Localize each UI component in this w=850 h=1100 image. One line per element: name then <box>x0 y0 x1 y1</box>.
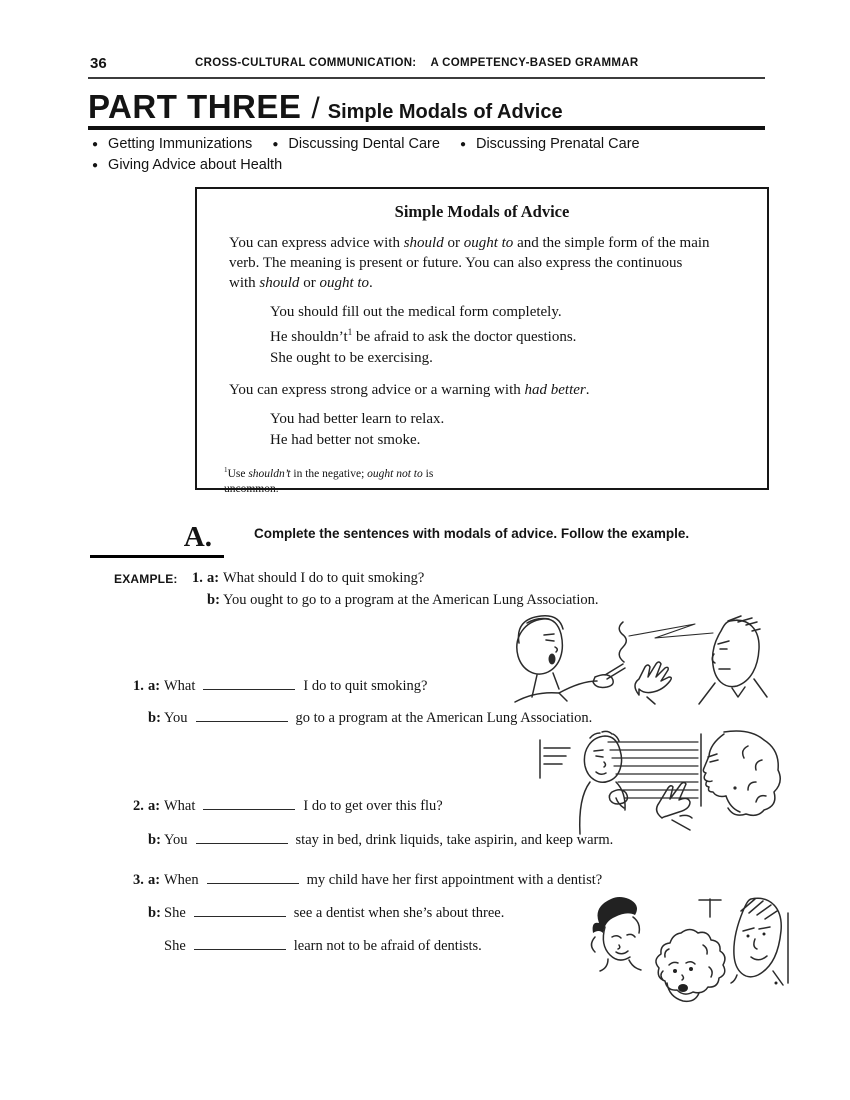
exercise-item-1b: b: You go to a program at the American Lung Association. <box>148 710 593 726</box>
smoking-conversation-illustration <box>497 609 769 706</box>
example-sentence: He had better not smoke. <box>270 432 421 448</box>
part-title: Simple Modals of Advice <box>327 101 563 123</box>
family-dentist-illustration <box>583 887 795 1027</box>
bullet-icon: ● <box>459 139 466 150</box>
example-line-b: b: You ought to go to a program at the American Lung Association. <box>207 592 599 608</box>
exercise-item-3c: She learn not to be afraid of dentists. <box>164 938 482 954</box>
bullet-icon: ● <box>92 160 99 171</box>
example-label: EXAMPLE: <box>114 572 178 586</box>
example-sentence: You should fill out the medical form completely. <box>270 304 562 320</box>
example-sentence: He $shouldn’t^1$ be afraid to ask the doctor questions. <box>270 328 577 345</box>
header-rule <box>88 77 765 79</box>
answer-blank[interactable] <box>194 938 286 950</box>
bullet-icon: ● <box>272 139 279 150</box>
answer-blank[interactable] <box>203 798 295 810</box>
grammar-examples-2 <box>270 409 767 451</box>
topic-list <box>92 134 656 176</box>
part-rule <box>88 126 765 130</box>
topic-item: Discussing Dental Care <box>288 136 440 152</box>
part-separator: / <box>311 92 320 125</box>
topic-line-1 <box>92 134 656 155</box>
section-letter-underline <box>90 521 224 558</box>
grammar-rule-box <box>195 187 769 495</box>
bullet-icon: ● <box>92 139 99 150</box>
grammar-examples-1 <box>270 302 767 369</box>
exercise-item-1a: 1. a: What I do to quit smoking? <box>133 678 428 694</box>
answer-blank[interactable] <box>203 678 295 690</box>
topic-item: Getting Immunizations <box>108 136 253 152</box>
answer-blank[interactable] <box>196 832 288 844</box>
grammar-box-title: Simple Modals of Advice <box>394 202 570 221</box>
part-label: PART THREE <box>88 88 302 125</box>
section-a-heading <box>90 521 689 558</box>
answer-blank[interactable] <box>196 710 288 722</box>
section-instruction: Complete the sentences with modals of advice. Follow the example. <box>254 526 690 541</box>
exercise-item-2a: 2. a: What I do to get over this flu? <box>133 798 443 814</box>
flu-conversation-illustration <box>512 726 792 838</box>
example-line-a: 1. a: What should I do to quit smoking? <box>192 570 425 586</box>
example-sentence: She ought to be exercising. <box>270 350 433 366</box>
running-head <box>90 55 765 73</box>
topic-item: Giving Advice about Health <box>108 157 283 173</box>
topic-item: Discussing Prenatal Care <box>475 136 640 152</box>
footnote: $^1$Use shouldn’t in the negative; ought not to is uncommon. <box>224 466 434 495</box>
exercise-item-2b: b: You stay in bed, drink liquids, take aspirin, and keep warm. <box>148 832 614 848</box>
answer-blank[interactable] <box>207 872 299 884</box>
answer-blank[interactable] <box>194 905 286 917</box>
running-header-title: CROSS-CULTURAL COMMUNICATION: A COMPETENCY-BASED GRAMMAR <box>195 57 639 69</box>
exercise-item-3b: b: She see a dentist when she’s about three. <box>148 905 505 921</box>
topic-line-2 <box>92 155 656 176</box>
grammar-paragraph-2: You can express strong advice or a warning with had better. <box>229 382 590 398</box>
page-number: 36 <box>90 55 107 72</box>
grammar-paragraph-1: You can express advice with should or ought to and the simple form of the main verb. The meaning is present or future. You can also express the continuous with should or ought to. <box>229 235 710 291</box>
section-letter: A. <box>183 521 212 553</box>
exercise-item-3a: 3. a: When my child have her first appointment with a dentist? <box>133 872 603 888</box>
example-sentence: You had better learn to relax. <box>270 411 445 427</box>
part-header <box>88 88 563 126</box>
